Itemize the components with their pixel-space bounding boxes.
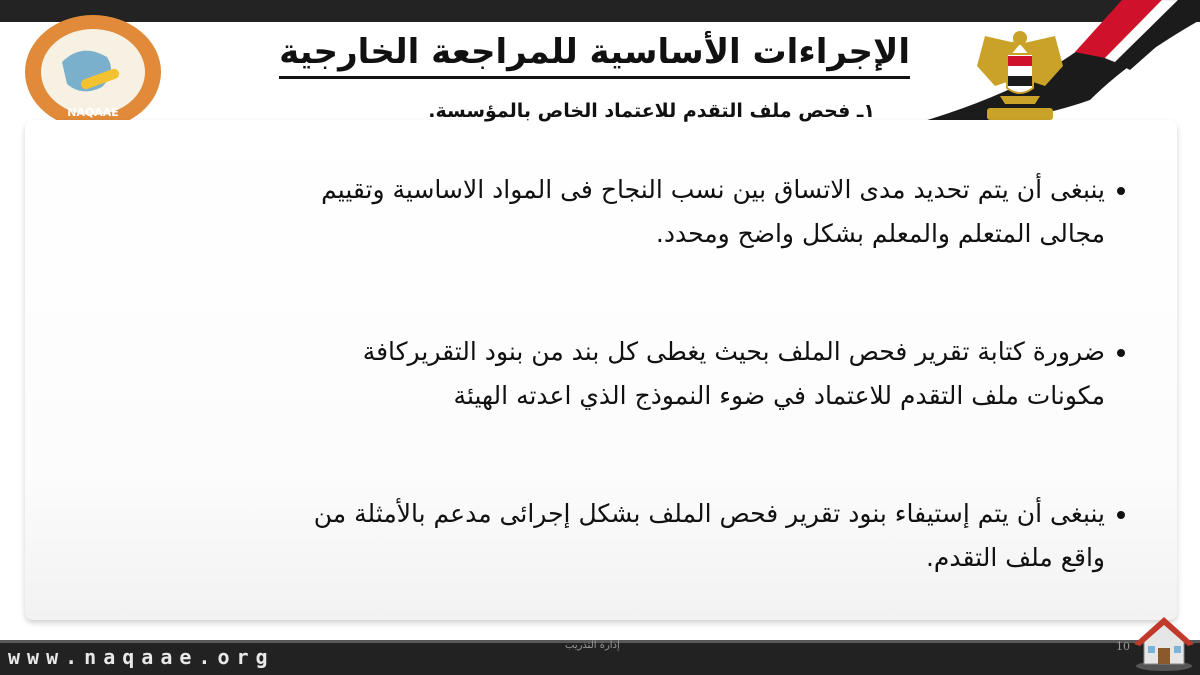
bullet-dot-icon [1117, 187, 1125, 195]
egypt-eagle-emblem [975, 26, 1065, 126]
naqaae-logo-text: NAQAAE [67, 106, 119, 119]
bullet-item [120, 330, 1105, 418]
page-number: 10 [1116, 640, 1130, 653]
bullet-line: مجالى المتعلم والمعلم بشكل واضح ومحدد. [655, 219, 1105, 248]
footer-website[interactable]: www.naqaae.org [8, 645, 275, 669]
bullet-item [120, 492, 1105, 580]
slide-subtitle: ١ـ فحص ملف التقدم للاعتماد الخاص بالمؤسسة. [428, 100, 875, 122]
bullet-dot-icon [1117, 349, 1125, 357]
bullet-item [120, 168, 1105, 256]
bullet-line: واقع ملف التقدم. [925, 543, 1105, 572]
footer-department: إدارة التدريب [565, 640, 620, 651]
naqaae-logo [22, 12, 164, 132]
bullet-line: ينبغى أن يتم إستيفاء بنود تقرير فحص الملف بشكل إجرائى مدعم بالأمثلة من [313, 499, 1105, 528]
bullet-line: ضرورة كتابة تقرير فحص الملف بحيث يغطى كل بند من بنود التقريركافة [362, 337, 1105, 366]
bullet-line: مكونات ملف التقدم للاعتماد في ضوء النموذج الذي اعدته الهيئة [453, 381, 1105, 410]
bullet-line: ينبغى أن يتم تحديد مدى الاتساق بين نسب النجاح فى المواد الاساسية وتقييم [321, 175, 1105, 204]
bullet-dot-icon [1117, 511, 1125, 519]
home-icon[interactable] [1130, 612, 1196, 672]
slide-title: الإجراءات الأساسية للمراجعة الخارجية [279, 30, 910, 79]
